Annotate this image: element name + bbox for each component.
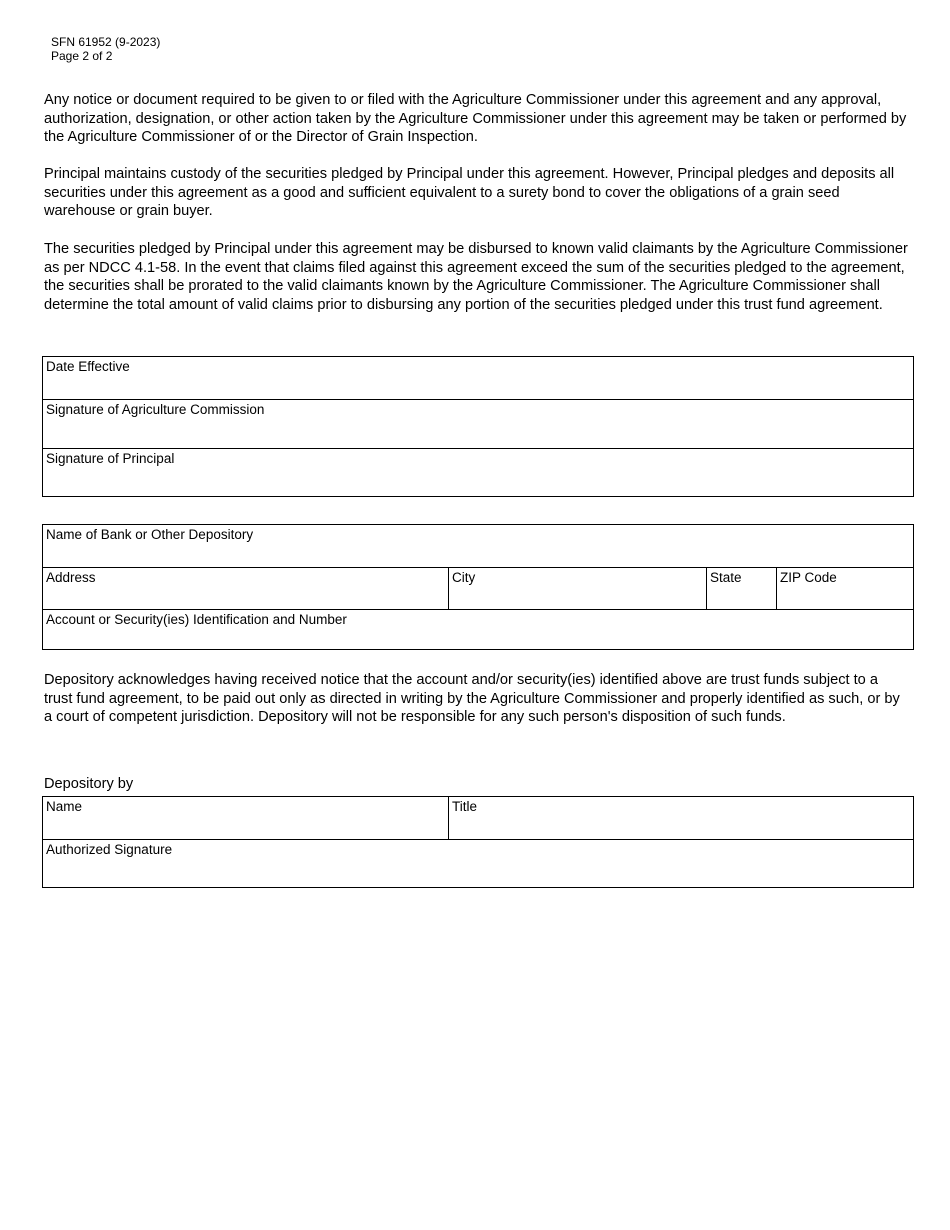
bank-section: [42, 524, 914, 650]
depository-title-label: Title: [452, 799, 478, 814]
zip-code-label: ZIP Code: [780, 570, 837, 585]
bank-address-row: [43, 567, 913, 609]
zip-code-field[interactable]: [776, 568, 913, 609]
city-label: City: [452, 570, 476, 585]
date-effective-row: [43, 357, 913, 399]
depository-name-label: Name: [46, 799, 83, 814]
address-label: Address: [46, 570, 96, 585]
bank-name-row: [43, 525, 913, 567]
bank-name-label: Name of Bank or Other Depository: [46, 527, 254, 542]
bank-name-field[interactable]: [43, 525, 913, 567]
commission-signature-label: Signature of Agriculture Commission: [46, 402, 265, 417]
authorized-signature-field[interactable]: [43, 840, 913, 887]
principal-signature-field[interactable]: [43, 449, 913, 496]
depository-acknowledgment-paragraph: Depository acknowledges having received notice that the account and/or security(ies) identified above are trust funds subject to a trust fund agreement, to be paid out only as directed in writing by the Agriculture Commissioner and properly identified as such, or by a court of competent jurisdiction. Depository will not be responsible for any such person's disposition of such funds.: [44, 672, 900, 726]
address-field[interactable]: [43, 568, 448, 609]
signature-section: [42, 356, 914, 497]
state-label: State: [710, 570, 742, 585]
depository-by-label: Depository by: [44, 776, 134, 792]
custody-paragraph: Principal maintains custody of the securities pledged by Principal under this agreement. However, Principal pledges and deposits all securities under this agreement as a good and sufficient equivalent to a surety bond to cover the obligations of a grain seed warehouse or grain buyer.: [44, 166, 895, 220]
depository-section: [42, 796, 914, 888]
notice-paragraph: Any notice or document required to be given to or filed with the Agriculture Commissioner under this agreement and any approval, authorization, designation, or other action taken by the Agriculture Commissioner under this agreement may be taken or performed by the Agriculture Commissioner of or the Director of Grain Inspection.: [44, 92, 907, 146]
account-row: [43, 609, 913, 649]
commission-signature-field[interactable]: [43, 400, 913, 448]
account-id-field[interactable]: [43, 610, 913, 649]
date-effective-label: Date Effective: [46, 359, 130, 374]
depository-title-field[interactable]: [448, 797, 913, 839]
authorized-signature-label: Authorized Signature: [46, 842, 173, 857]
city-field[interactable]: [448, 568, 706, 609]
state-field[interactable]: [706, 568, 776, 609]
authorized-signature-row: [43, 839, 913, 887]
form-number: SFN 61952 (9-2023): [51, 35, 161, 49]
commission-signature-row: [43, 399, 913, 448]
disbursement-paragraph: The securities pledged by Principal under this agreement may be disbursed to known valid claimants by the Agriculture Commissioner as per NDCC 4.1-58. In the event that claims filed against this agreement exceed the sum of the securities pledged to the agreement, the securities shall be prorated to the valid claimants known by the Agriculture Commissioner. The Agriculture Commissioner shall determine the total amount of valid claims prior to disbursing any portion of the securities pledged under this trust fund agreement.: [44, 241, 908, 313]
account-id-label: Account or Security(ies) Identification and Number: [46, 612, 347, 627]
depository-name-field[interactable]: [43, 797, 448, 839]
form-header: [51, 35, 160, 63]
date-effective-field[interactable]: [43, 357, 913, 399]
depository-name-title-row: [43, 797, 913, 839]
principal-signature-row: [43, 448, 913, 496]
principal-signature-label: Signature of Principal: [46, 451, 175, 466]
page-indicator: Page 2 of 2: [51, 49, 113, 63]
